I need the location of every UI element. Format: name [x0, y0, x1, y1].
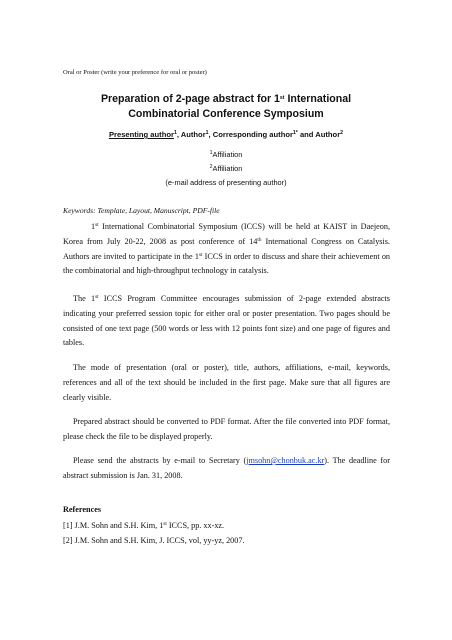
- para-superscript: st: [95, 222, 99, 228]
- title-superscript: st: [279, 95, 285, 101]
- title-line-2: Combinatorial Conference Symposium: [128, 108, 324, 120]
- para-text: 1: [91, 222, 96, 231]
- secretary-email-link[interactable]: jmsohn@chonbuk.ac.kr: [246, 456, 325, 465]
- para-superscript: st: [95, 294, 99, 300]
- email-note: (e-mail address of presenting author): [165, 178, 287, 187]
- corresponding-author: , Corresponding author: [208, 130, 293, 139]
- affiliation-text: Affiliation: [212, 150, 243, 159]
- author-line: [0, 130, 452, 139]
- reference-2: [2] J.M. Sohn and S.H. Kim, J. ICCS, vol, yy-yz, 2007.: [63, 536, 245, 545]
- author-superscript: 1: [173, 130, 177, 136]
- para-text: ICCS in order to discuss and share their achievement on the combinatorial and high-throughput technology in catalysis.: [63, 251, 391, 276]
- paragraph-mode: The mode of presentation (oral or poster), title, authors, affiliations, e-mail, keywords, references and all of the text should be included in the first page. Make sure that all figures are clearly visible.: [63, 363, 390, 402]
- reference-text: [1] J.M. Sohn and S.H. Kim, 1: [63, 521, 164, 530]
- reference-text: ICCS, pp. xx-xz.: [166, 521, 225, 530]
- para-superscript: st: [198, 251, 203, 258]
- para-text: International Combinatorial Symposium (ICCS) will be held at KAIST in Daejeon, Korea from July 20-22, 2008 as post conference of 14: [63, 222, 390, 246]
- para-text: ). The deadline for abstract submission is Jan. 31, 2008.: [63, 456, 390, 480]
- reference-superscript: st: [163, 521, 167, 527]
- second-author: and Author: [297, 130, 341, 139]
- references-heading: References: [63, 505, 102, 514]
- para-superscript: th: [257, 236, 262, 243]
- author-superscript: 1: [205, 130, 209, 136]
- para-text: The 1: [73, 294, 96, 303]
- presentation-preference-note: Oral or Poster (write your preference for oral or poster): [63, 69, 207, 76]
- paragraph-intro: [63, 220, 390, 279]
- paragraph-submission: [63, 454, 390, 484]
- affiliation-text: Affiliation: [212, 164, 243, 173]
- title-line-1: [0, 92, 452, 107]
- presenting-author: Presenting author: [108, 130, 174, 139]
- affiliation-2: [0, 164, 452, 173]
- title-text: International: [284, 93, 352, 105]
- reference-1: [63, 521, 224, 530]
- paragraph-committee: [63, 292, 390, 351]
- title-text: Preparation of 2-page abstract for 1: [100, 93, 280, 105]
- para-text: Please send the abstracts by e-mail to Secretary (: [73, 456, 247, 465]
- keywords: Keywords: Template, Layout, Manuscript, PDF-file: [63, 206, 220, 215]
- author-superscript: 2: [340, 130, 344, 136]
- paragraph-pdf: Prepared abstract should be converted to PDF format. After the file converted into PDF format, please check the file to be displayed properly.: [63, 417, 390, 441]
- affiliation-superscript: 2: [209, 164, 213, 170]
- author: , Author: [176, 130, 206, 139]
- affiliation-superscript: 1: [209, 150, 213, 156]
- author-superscript: 1*: [292, 130, 298, 136]
- affiliation-1: [0, 150, 452, 159]
- abstract-title: [0, 92, 452, 122]
- para-text: ICCS Program Committee encourages submission of 2-page extended abstracts indicating your preferred session topic for either oral or poster presentation. Two pages should be consisted of one text page (500 words or less with 12 points font size) and one page of figures and tables.: [63, 294, 390, 348]
- para-text: International Congress on Catalysis. Authors are invited to participate in the 1: [63, 236, 390, 261]
